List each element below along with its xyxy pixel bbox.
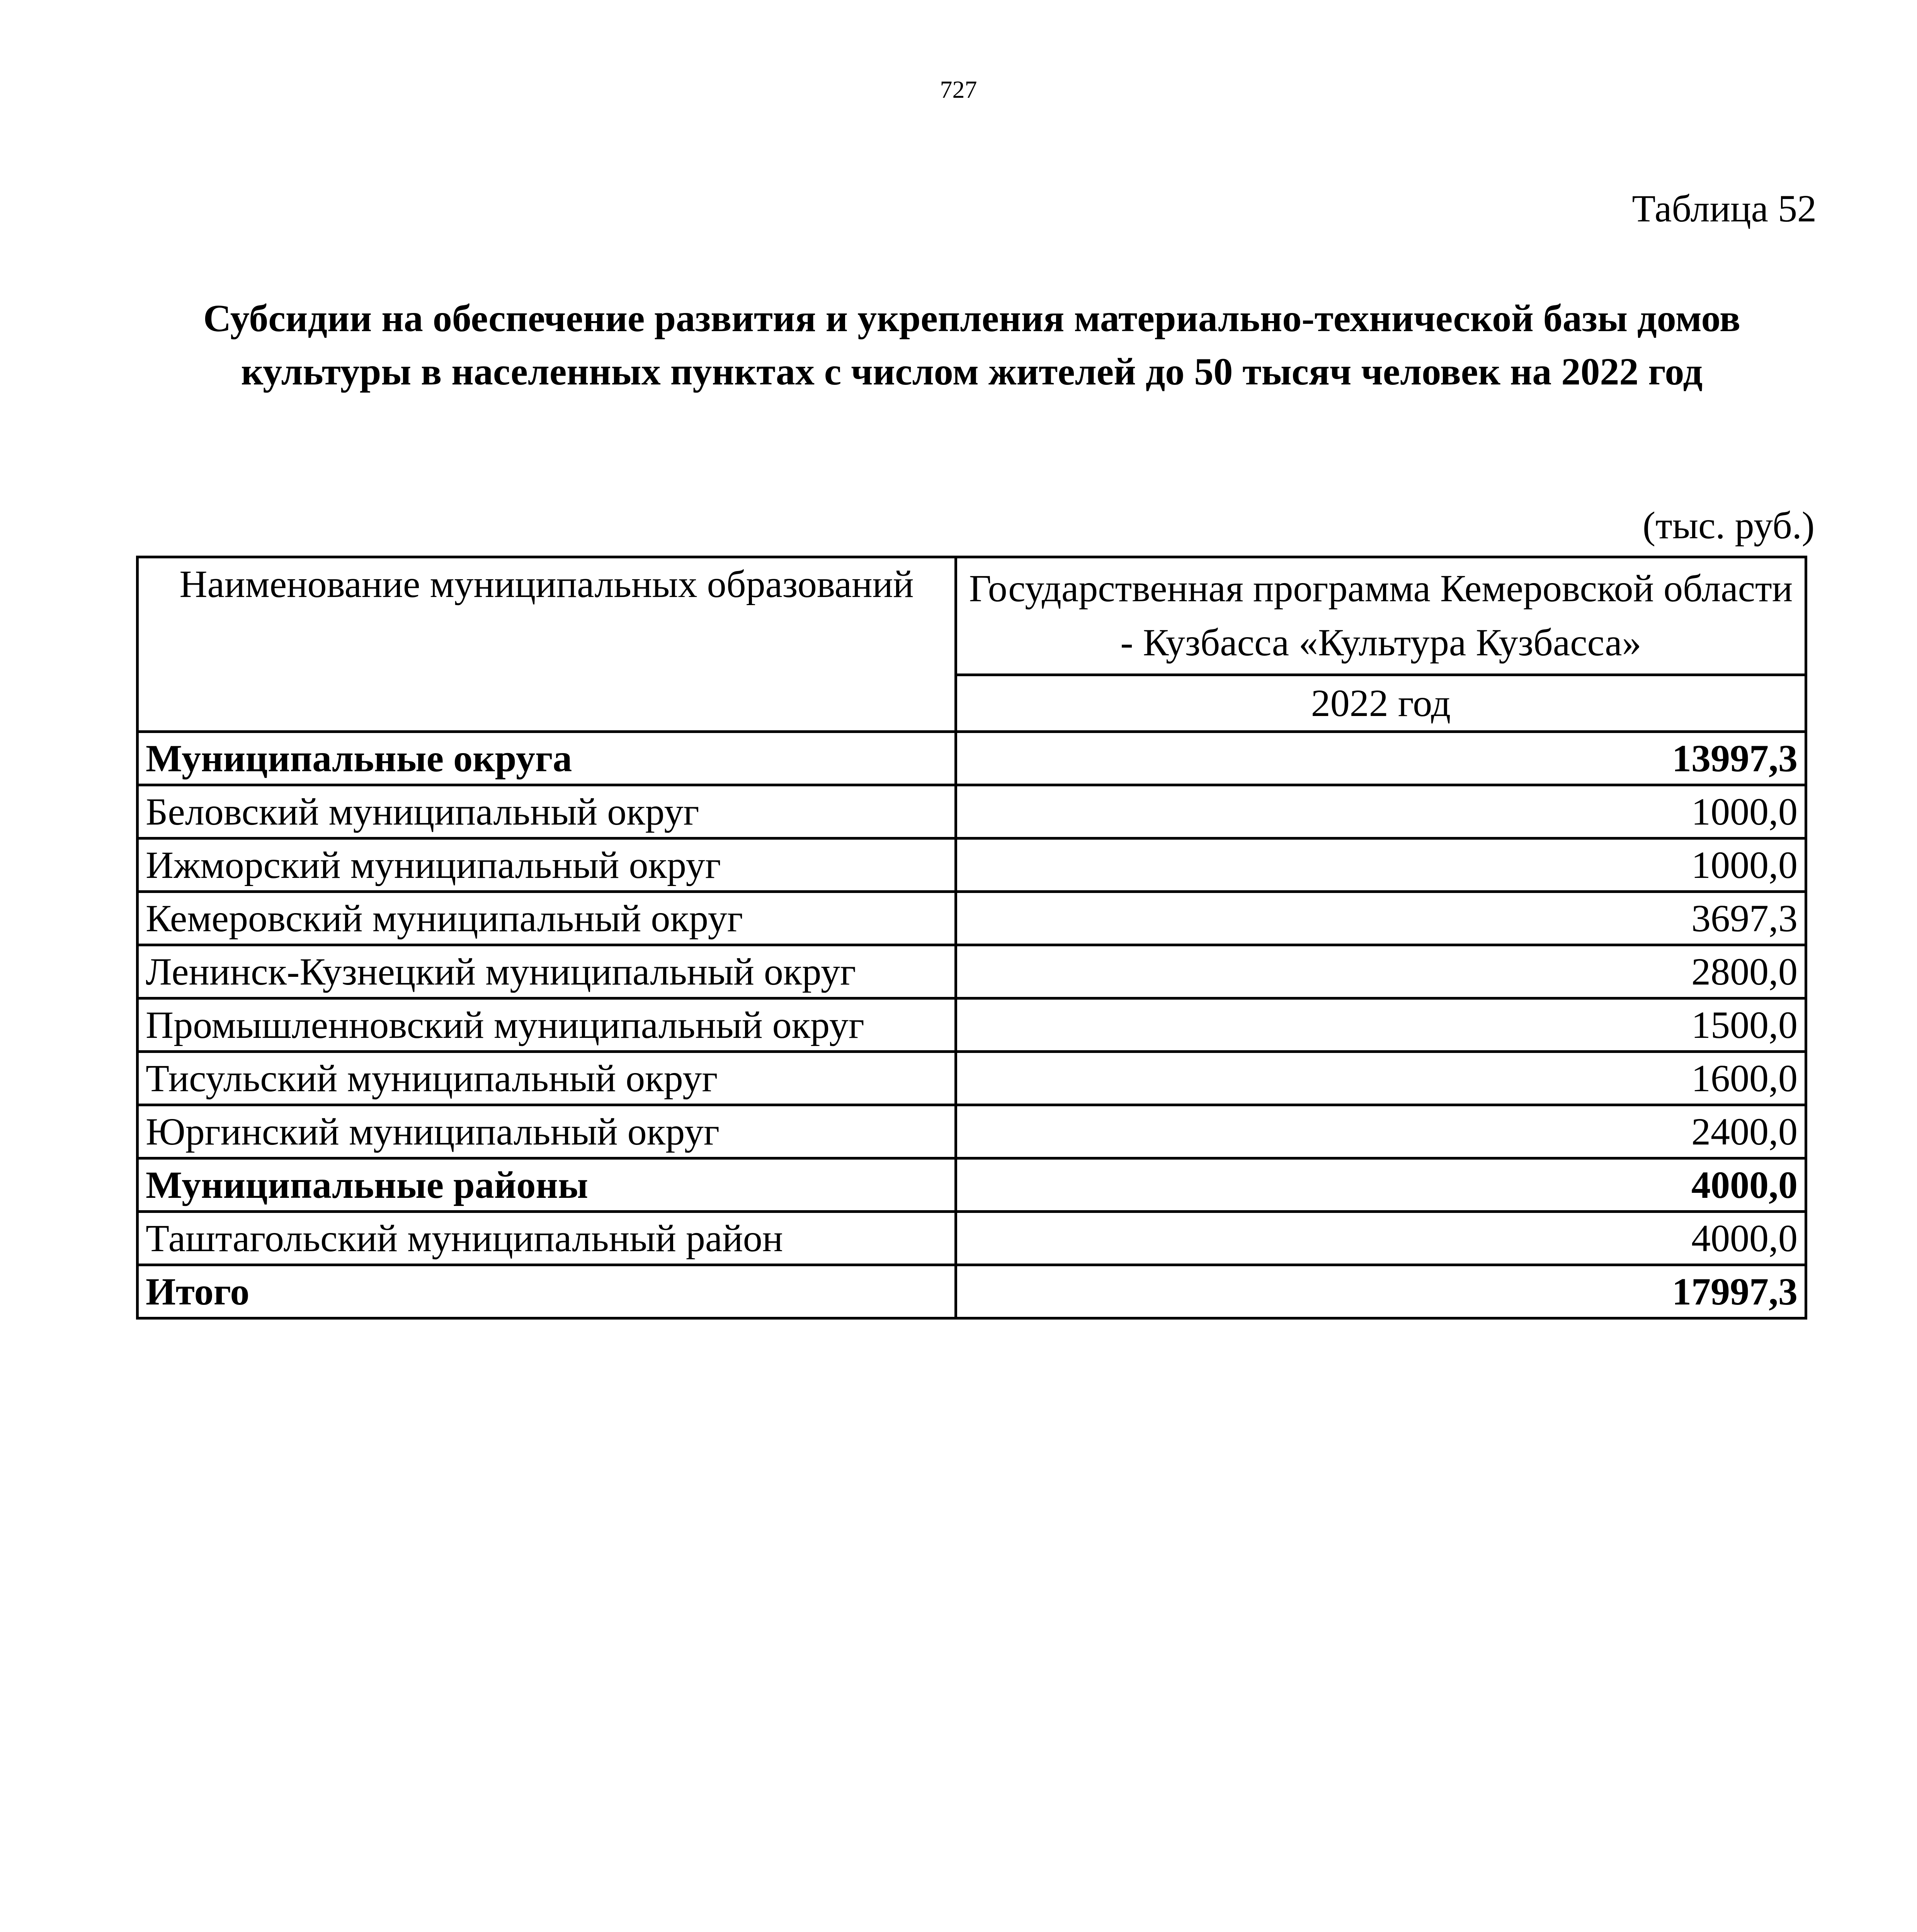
table-header	[138, 557, 1806, 732]
row-value: 2400,0	[956, 1105, 1806, 1158]
row-value: 1000,0	[956, 838, 1806, 892]
row-value: 1600,0	[956, 1052, 1806, 1105]
row-name: Муниципальные районы	[138, 1158, 956, 1212]
table-row-total	[138, 1265, 1806, 1318]
row-name: Тисульский муниципальный округ	[138, 1052, 956, 1105]
table-row	[138, 1052, 1806, 1105]
row-value: 2800,0	[956, 945, 1806, 998]
row-value: 13997,3	[956, 732, 1806, 785]
row-value: 1000,0	[956, 785, 1806, 838]
table-row	[138, 732, 1806, 785]
table-row	[138, 945, 1806, 998]
unit-label: (тыс. руб.)	[1642, 504, 1815, 547]
row-value: 4000,0	[956, 1212, 1806, 1265]
row-value: 17997,3	[956, 1265, 1806, 1318]
table-row	[138, 1105, 1806, 1158]
table-row	[138, 838, 1806, 892]
table-row	[138, 1212, 1806, 1265]
table-row	[138, 1158, 1806, 1212]
row-value: 3697,3	[956, 892, 1806, 945]
document-title: Субсидии на обеспечение развития и укрепления материально-технической базы домов культуры в населенных пунктах с числом жителей до 50 тысяч человек на 2022 год	[203, 297, 1741, 393]
row-name: Таштагольский муниципальный район	[138, 1212, 956, 1265]
row-name: Итого	[138, 1265, 956, 1318]
subsidies-table	[136, 556, 1807, 1320]
header-municipality-name: Наименование муниципальных образований	[138, 557, 956, 732]
row-name: Промышленновский муниципальный округ	[138, 998, 956, 1052]
row-name: Ленинск-Кузнецкий муниципальный округ	[138, 945, 956, 998]
table-label: Таблица 52	[1632, 187, 1817, 230]
table-row	[138, 785, 1806, 838]
header-year: 2022 год	[956, 675, 1806, 732]
row-name: Кемеровский муниципальный округ	[138, 892, 956, 945]
row-name: Юргинский муниципальный округ	[138, 1105, 956, 1158]
row-value: 4000,0	[956, 1158, 1806, 1212]
header-program: Государственная программа Кемеровской области - Кузбасса «Культура Кузбасса»	[956, 557, 1806, 675]
table-body	[138, 732, 1806, 1318]
page-number: 727	[940, 76, 977, 103]
table-row	[138, 998, 1806, 1052]
row-name: Беловский муниципальный округ	[138, 785, 956, 838]
table-row	[138, 892, 1806, 945]
row-name: Муниципальные округа	[138, 732, 956, 785]
row-value: 1500,0	[956, 998, 1806, 1052]
row-name: Ижморский муниципальный округ	[138, 838, 956, 892]
